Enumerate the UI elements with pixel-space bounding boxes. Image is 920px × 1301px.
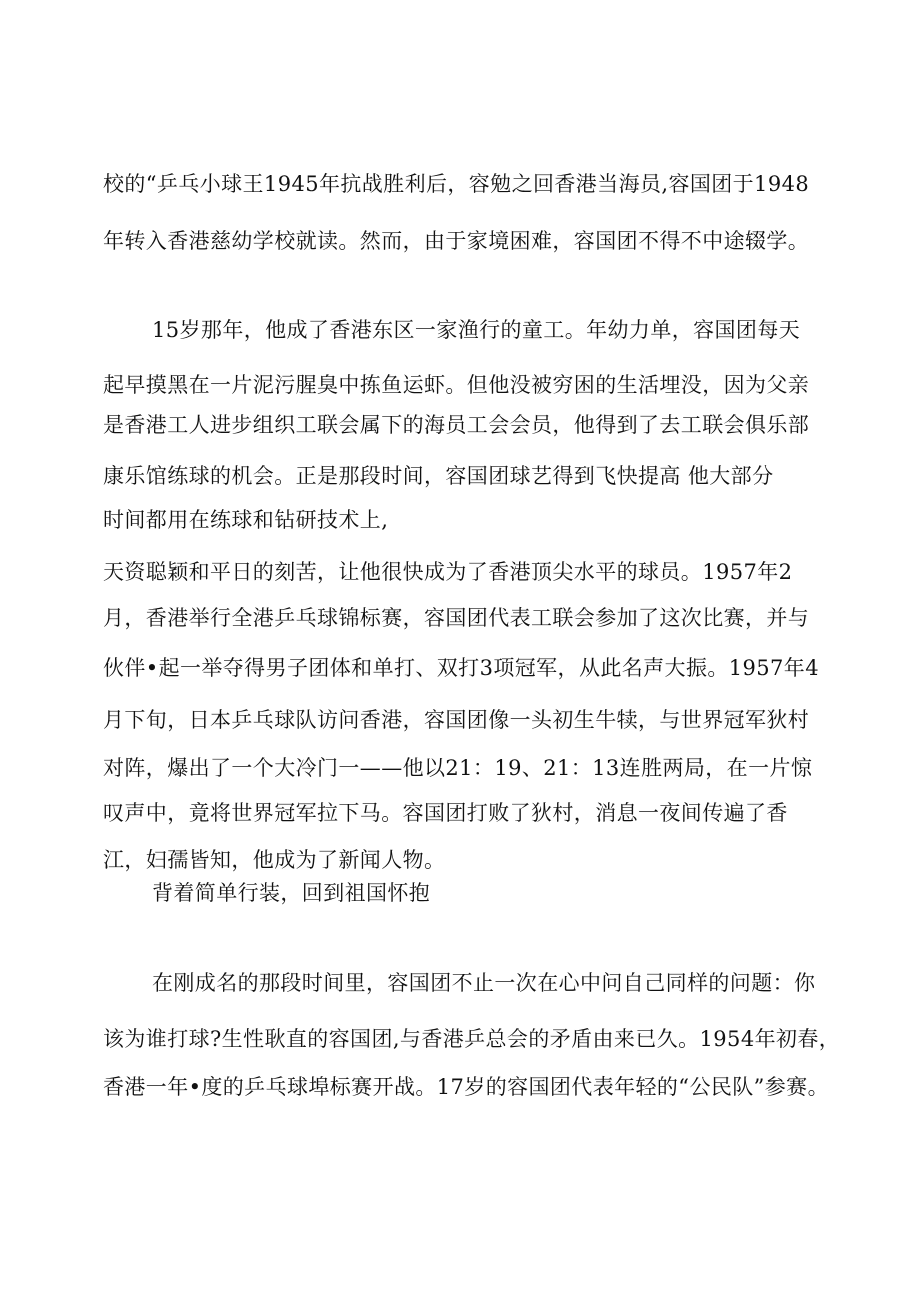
- paragraph-2-line-11: 叹声中，竟将世界冠军拉下马。容国团打败了狄村，消息一夜间传遍了香: [103, 801, 788, 825]
- paragraph-2-line-9: 月下旬，日本乒乓球队访问香港，容国团像一头初生牛犊，与世界冠军狄村: [103, 708, 810, 732]
- paragraph-2-line-12: 江，妇孺皆知，他成为了新闻人物。: [103, 848, 446, 872]
- paragraph-2-line-2: 起早摸黑在一片泥污腥臭中拣鱼运虾。但他没被穷困的生活埋没，因为父亲: [103, 373, 810, 397]
- section-heading: 背着简单行装，回到祖国怀抱: [152, 881, 431, 905]
- paragraph-3-line-3: 香港一年•度的乒乓球埠标赛开战。17岁的容国团代表年轻的“公民队”参赛。: [103, 1075, 829, 1099]
- paragraph-2-line-3: 是香港工人进步组织工联会属下的海员工会会员，他得到了去工联会俱乐部: [103, 413, 810, 437]
- paragraph-3-line-2: 该为谁打球?生性耿直的容国团,与香港乒总会的矛盾由来已久。1954年初春，: [103, 1027, 841, 1051]
- paragraph-2-line-1: 15岁那年，他成了香港东区一家渔行的童工。年幼力单，容国团每天: [152, 318, 801, 342]
- paragraph-2-line-8: 伙伴•起一举夺得男子团体和单打、双打3项冠军，从此名声大振。1957年4: [103, 656, 819, 680]
- paragraph-2-line-6: 天资聪颖和平日的刻苦，让他很快成为了香港顶尖水平的球员。1957年2: [103, 560, 793, 584]
- paragraph-1-line-1: 校的“乒乓小球王1945年抗战胜利后，容勉之回香港当海员,容国团于1948: [103, 172, 810, 196]
- paragraph-2-line-10: 对阵，爆出了一个大冷门一——他以21：19、21：13连胜两局，在一片惊: [103, 756, 813, 780]
- paragraph-1-line-2: 年转入香港慈幼学校就读。然而，由于家境困难，容国团不得不中途辍学。: [103, 229, 810, 253]
- paragraph-2-line-5: 时间都用在练球和钻研技术上,: [103, 508, 389, 532]
- paragraph-2-line-7: 月，香港举行全港乒乓球锦标赛，容国团代表工联会参加了这次比赛，并与: [103, 606, 810, 630]
- paragraph-3-line-1: 在刚成名的那段时间里，容国团不止一次在心中问自己同样的问题：你: [152, 971, 816, 995]
- paragraph-2-line-4: 康乐馆练球的机会。正是那段时间，容国团球艺得到飞快提高 他大部分: [103, 464, 774, 488]
